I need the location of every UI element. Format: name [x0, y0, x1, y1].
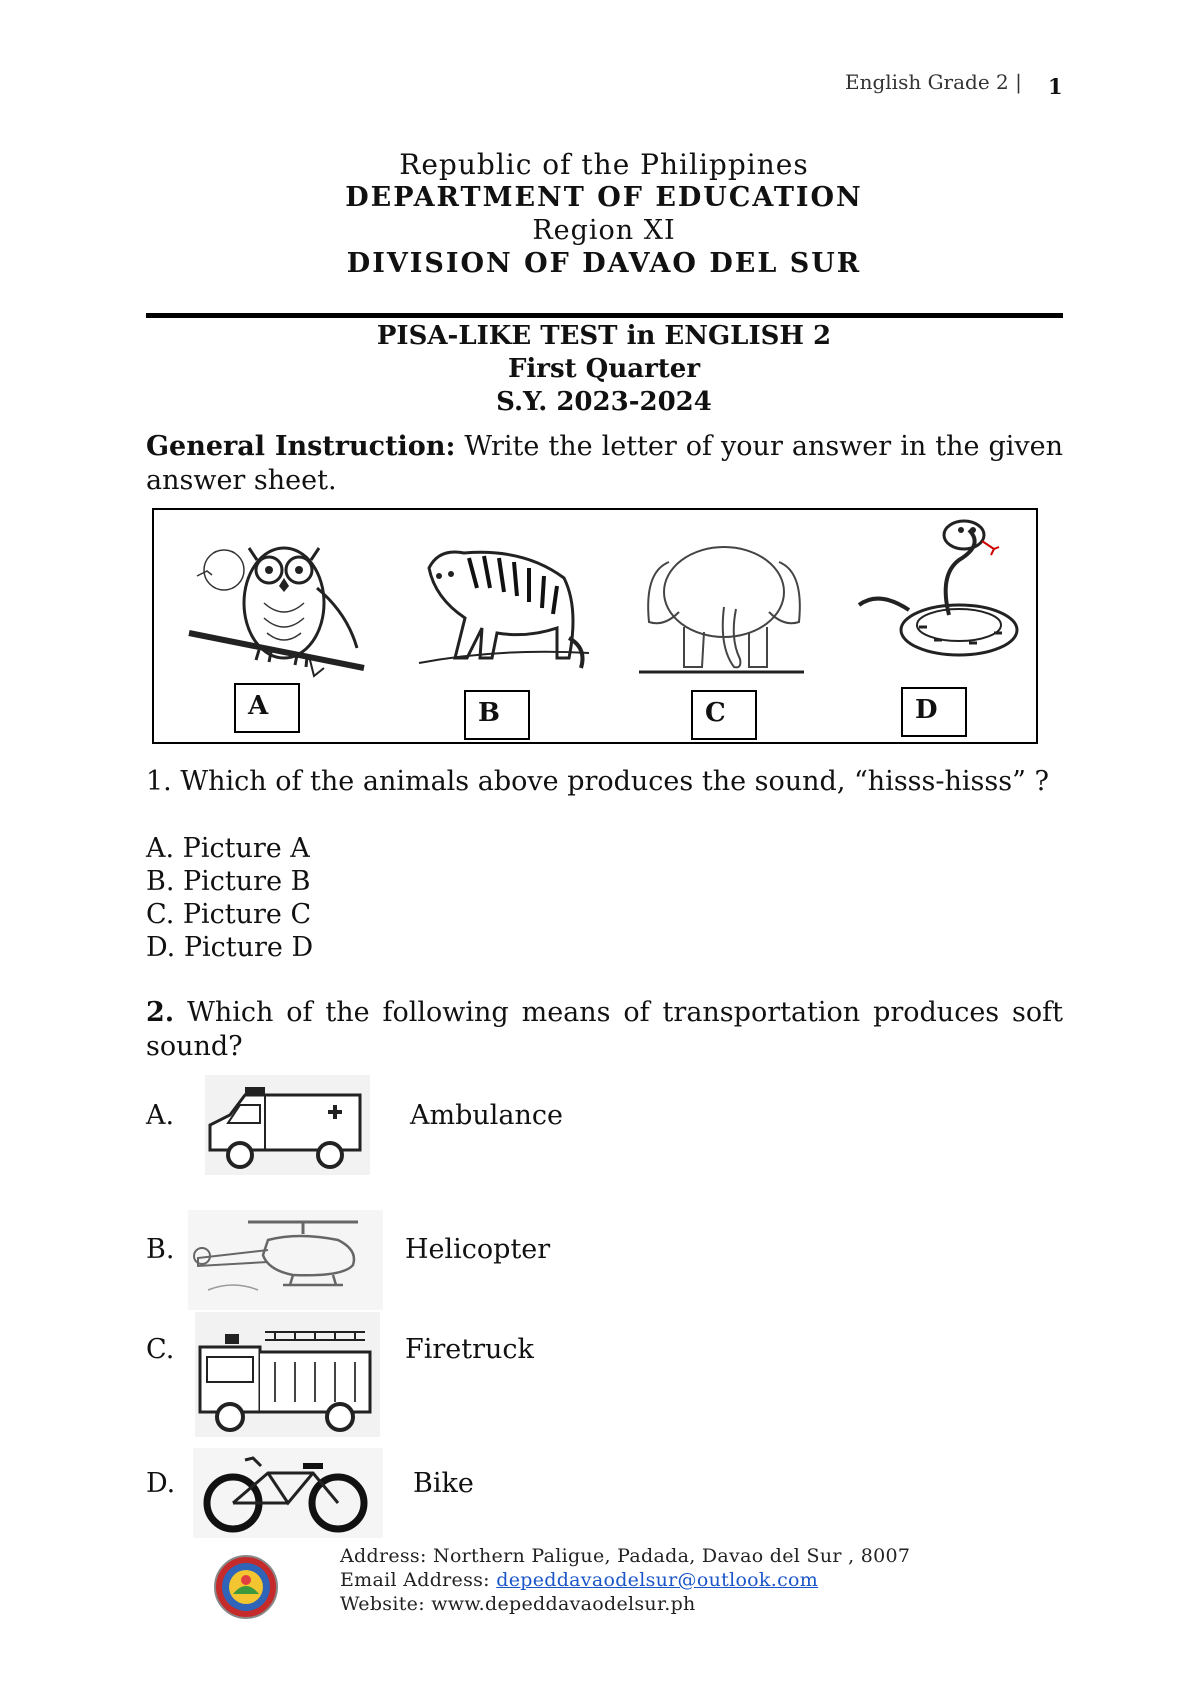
- test-school-year: S.Y. 2023-2024: [496, 387, 712, 417]
- label-d: D: [901, 687, 967, 737]
- label-b: B: [464, 690, 530, 740]
- helicopter-icon: [188, 1210, 383, 1310]
- deped-seal-logo: [213, 1554, 279, 1620]
- footer-email: [340, 1569, 818, 1591]
- elephant-icon: [629, 522, 814, 682]
- test-title: PISA-LIKE TEST in ENGLISH 2: [376, 321, 832, 351]
- animal-picture-panel: [152, 508, 1038, 744]
- q1-option-b: B. Picture B: [146, 866, 311, 897]
- q1-option-a: A. Picture A: [146, 833, 310, 864]
- q2-option-d-letter: D.: [146, 1468, 176, 1499]
- page-number: 1: [1048, 74, 1063, 99]
- general-instruction: [146, 430, 1063, 498]
- agency-republic: Republic of the Philippines: [399, 148, 809, 181]
- agency-department: DEPARTMENT OF EDUCATION: [345, 182, 863, 213]
- q2-option-a-letter: A.: [146, 1100, 175, 1131]
- footer-email-label: Email Address:: [340, 1569, 497, 1591]
- instruction-text: Write the letter of your answer in the given answer sheet.: [146, 431, 1064, 496]
- test-quarter: First Quarter: [507, 354, 701, 384]
- page-header: English Grade 2 |: [845, 70, 1022, 94]
- firetruck-icon: [195, 1312, 380, 1437]
- q2-option-c-letter: C.: [146, 1334, 175, 1365]
- q2-option-d-name: Bike: [413, 1468, 474, 1499]
- owl-icon: [179, 528, 379, 678]
- q2-option-a-name: Ambulance: [410, 1100, 563, 1131]
- tiger-icon: [409, 528, 589, 678]
- question-1: 1. Which of the animals above produces the sound, “hisss-hisss” ?: [146, 766, 1049, 797]
- question-2: [146, 996, 1063, 1064]
- footer-address: Address: Northern Paligue, Padada, Davao del Sur , 8007: [340, 1545, 911, 1567]
- bike-icon: [193, 1448, 383, 1538]
- question-2-number: 2.: [146, 997, 175, 1028]
- agency-region: Region XI: [532, 215, 676, 246]
- q1-option-d: D. Picture D: [146, 932, 314, 963]
- question-2-text: Which of the following means of transportation produces soft sound?: [146, 997, 1063, 1062]
- instruction-label: General Instruction:: [146, 431, 456, 462]
- q2-option-b-name: Helicopter: [405, 1234, 551, 1265]
- label-a: A: [234, 683, 300, 733]
- q2-option-c-name: Firetruck: [405, 1334, 534, 1365]
- label-c: C: [691, 690, 757, 740]
- email-link[interactable]: depeddavaodelsur@outlook.com: [496, 1569, 819, 1591]
- q1-option-c: C. Picture C: [146, 899, 312, 930]
- snake-icon: [849, 515, 1029, 665]
- footer-website: Website: www.depeddavaodelsur.ph: [340, 1593, 696, 1615]
- header-divider: [146, 313, 1063, 318]
- q2-option-b-letter: B.: [146, 1234, 175, 1265]
- agency-division: DIVISION OF DAVAO DEL SUR: [346, 248, 862, 279]
- ambulance-icon: [205, 1075, 370, 1175]
